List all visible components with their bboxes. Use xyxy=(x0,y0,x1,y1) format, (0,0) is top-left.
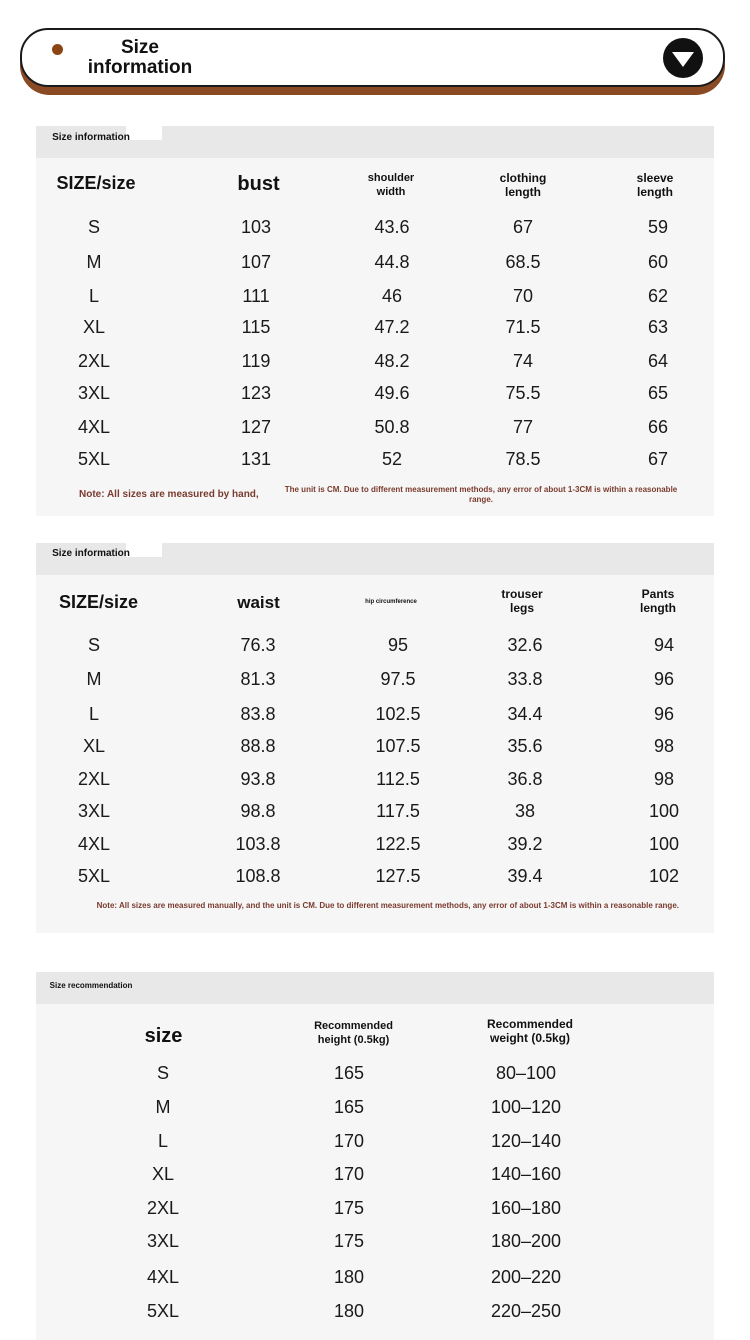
size-cell: 4XL xyxy=(77,417,111,437)
bust-cell: 127 xyxy=(240,417,272,437)
trouser-legs-cell: 34.4 xyxy=(507,704,543,724)
size-cell: L xyxy=(88,286,99,306)
sleeve-length-cell: 66 xyxy=(647,417,669,437)
size-cell: 2XL xyxy=(146,1198,180,1218)
col-header-waist: waist xyxy=(237,593,280,612)
waist-cell: 83.8 xyxy=(240,704,276,724)
hip-cell: 95 xyxy=(387,635,409,655)
weight-cell: 120–140 xyxy=(490,1131,562,1151)
size-recommendation-table xyxy=(36,972,714,1340)
shoulder-width-cell: 44.8 xyxy=(374,252,410,272)
note: Note: All sizes are measured manually, and the unit is CM. Due to different measurement methods, any error of about 1-3CM is within a reasonable range. xyxy=(96,901,679,910)
bullet-dot-icon xyxy=(52,44,63,55)
hip-cell: 122.5 xyxy=(375,834,421,854)
trouser-legs-cell: 35.6 xyxy=(507,736,543,756)
size-cell: L xyxy=(88,704,99,724)
pants-length-cell: 94 xyxy=(653,635,675,655)
height-cell: 165 xyxy=(333,1063,365,1083)
clothing-length-cell: 71.5 xyxy=(505,317,541,337)
waist-cell: 108.8 xyxy=(235,866,281,886)
trouser-legs-cell: 39.2 xyxy=(507,834,543,854)
size-cell: 3XL xyxy=(146,1231,180,1251)
col-header-trouser-legs: trouser legs xyxy=(501,587,543,615)
shoulder-width-cell: 50.8 xyxy=(374,417,410,437)
pants-length-cell: 102 xyxy=(648,866,680,886)
height-cell: 175 xyxy=(333,1231,365,1251)
waist-cell: 88.8 xyxy=(240,736,276,756)
height-cell: 170 xyxy=(333,1164,365,1184)
pants-length-cell: 100 xyxy=(648,801,680,821)
note-right: The unit is CM. Due to different measurement methods, any error of about 1-3CM is within a reasonable range. xyxy=(284,485,678,504)
size-cell: 5XL xyxy=(77,449,111,469)
shoulder-width-cell: 52 xyxy=(381,449,403,469)
hip-cell: 112.5 xyxy=(376,769,420,789)
size-cell: S xyxy=(87,217,100,237)
col-header-hip: hip circumference xyxy=(365,599,417,605)
bust-cell: 107 xyxy=(240,252,272,272)
height-cell: 180 xyxy=(333,1267,365,1287)
triangle-down-icon[interactable] xyxy=(663,38,703,78)
col-header-size: size xyxy=(144,1025,183,1047)
bust-cell: 103 xyxy=(240,217,272,237)
bust-cell: 123 xyxy=(240,383,272,403)
card-tab-label: Size recommendation xyxy=(49,981,133,990)
size-info-header[interactable] xyxy=(20,28,725,87)
note-left: Note: All sizes are measured by hand, xyxy=(79,489,259,500)
weight-cell: 140–160 xyxy=(490,1164,562,1184)
bust-cell: 131 xyxy=(240,449,272,469)
card-tab-label: Size information xyxy=(52,132,130,143)
shoulder-width-cell: 49.6 xyxy=(374,383,410,403)
size-cell: 2XL xyxy=(77,351,111,371)
bust-cell: 119 xyxy=(241,351,271,371)
shoulder-width-cell: 46 xyxy=(381,286,403,306)
size-cell: 3XL xyxy=(77,801,111,821)
pants-length-cell: 98 xyxy=(653,736,675,756)
size-cell: XL xyxy=(82,317,106,337)
bust-cell: 111 xyxy=(242,286,270,306)
waist-cell: 103.8 xyxy=(235,834,281,854)
pants-length-cell: 98 xyxy=(653,769,675,789)
sleeve-length-cell: 65 xyxy=(647,383,669,403)
col-header-weight: Recommended weight (0.5kg) xyxy=(486,1017,574,1045)
sleeve-length-cell: 64 xyxy=(647,351,669,371)
trouser-legs-cell: 39.4 xyxy=(507,866,543,886)
weight-cell: 180–200 xyxy=(490,1231,562,1251)
size-cell: 5XL xyxy=(77,866,111,886)
size-cell: XL xyxy=(151,1164,175,1184)
size-cell: 4XL xyxy=(77,834,111,854)
hip-cell: 107.5 xyxy=(375,736,421,756)
shoulder-width-cell: 47.2 xyxy=(374,317,410,337)
clothing-length-cell: 78.5 xyxy=(505,449,541,469)
clothing-length-cell: 70 xyxy=(512,286,534,306)
sleeve-length-cell: 63 xyxy=(647,317,669,337)
weight-cell: 160–180 xyxy=(490,1198,562,1218)
size-cell: M xyxy=(86,252,102,272)
bust-cell: 115 xyxy=(241,317,271,337)
waist-cell: 81.3 xyxy=(240,669,276,689)
height-cell: 175 xyxy=(333,1198,365,1218)
pants-length-cell: 96 xyxy=(653,704,675,724)
height-cell: 165 xyxy=(333,1097,365,1117)
clothing-length-cell: 77 xyxy=(512,417,534,437)
shoulder-width-cell: 43.6 xyxy=(374,217,410,237)
size-cell: M xyxy=(155,1097,171,1117)
pants-length-cell: 96 xyxy=(653,669,675,689)
col-header-sleeve: sleeve length xyxy=(636,171,674,199)
trouser-legs-cell: 33.8 xyxy=(507,669,543,689)
size-cell: 4XL xyxy=(146,1267,180,1287)
hip-cell: 102.5 xyxy=(375,704,421,724)
card-tab-label: Size information xyxy=(52,548,130,559)
weight-cell: 220–250 xyxy=(490,1301,562,1321)
col-header-shoulder: shoulder width xyxy=(367,172,415,198)
size-cell: L xyxy=(157,1131,168,1151)
weight-cell: 80–100 xyxy=(495,1063,557,1083)
col-header-size: SIZE/size xyxy=(56,173,136,193)
size-cell: 5XL xyxy=(146,1301,180,1321)
size-cell: XL xyxy=(82,736,106,756)
height-cell: 180 xyxy=(333,1301,365,1321)
pants-length-cell: 100 xyxy=(648,834,680,854)
sleeve-length-cell: 67 xyxy=(647,449,669,469)
trouser-legs-cell: 36.8 xyxy=(507,769,543,789)
pants-size-table xyxy=(36,543,714,933)
clothing-length-cell: 74 xyxy=(512,351,534,371)
waist-cell: 93.8 xyxy=(240,769,276,789)
hip-cell: 97.5 xyxy=(380,669,416,689)
size-cell: 2XL xyxy=(77,769,111,789)
size-cell: S xyxy=(156,1063,169,1083)
clothing-length-cell: 67 xyxy=(512,217,534,237)
col-header-size: SIZE/size xyxy=(58,592,139,612)
col-header-pants-length: Pants length xyxy=(640,587,676,615)
size-cell: S xyxy=(87,635,100,655)
card-tab-bar xyxy=(36,972,714,1004)
sleeve-length-cell: 62 xyxy=(647,286,669,306)
sleeve-length-cell: 60 xyxy=(647,252,669,272)
size-cell: 3XL xyxy=(77,383,111,403)
height-cell: 170 xyxy=(333,1131,365,1151)
trouser-legs-cell: 32.6 xyxy=(507,635,543,655)
top-size-table xyxy=(36,126,714,516)
col-header-bust: bust xyxy=(237,173,280,195)
trouser-legs-cell: 38 xyxy=(514,801,536,821)
hip-cell: 117.5 xyxy=(376,801,420,821)
header-title: Size information xyxy=(87,37,193,78)
clothing-length-cell: 68.5 xyxy=(505,252,541,272)
waist-cell: 76.3 xyxy=(240,635,276,655)
hip-cell: 127.5 xyxy=(375,866,421,886)
shoulder-width-cell: 48.2 xyxy=(374,351,410,371)
weight-cell: 200–220 xyxy=(490,1267,562,1287)
waist-cell: 98.8 xyxy=(240,801,276,821)
size-cell: M xyxy=(86,669,102,689)
weight-cell: 100–120 xyxy=(490,1097,562,1117)
col-header-height: Recommended height (0.5kg) xyxy=(314,1020,393,1046)
col-header-clothing-length: clothing length xyxy=(499,171,547,199)
clothing-length-cell: 75.5 xyxy=(505,383,541,403)
sleeve-length-cell: 59 xyxy=(647,217,669,237)
